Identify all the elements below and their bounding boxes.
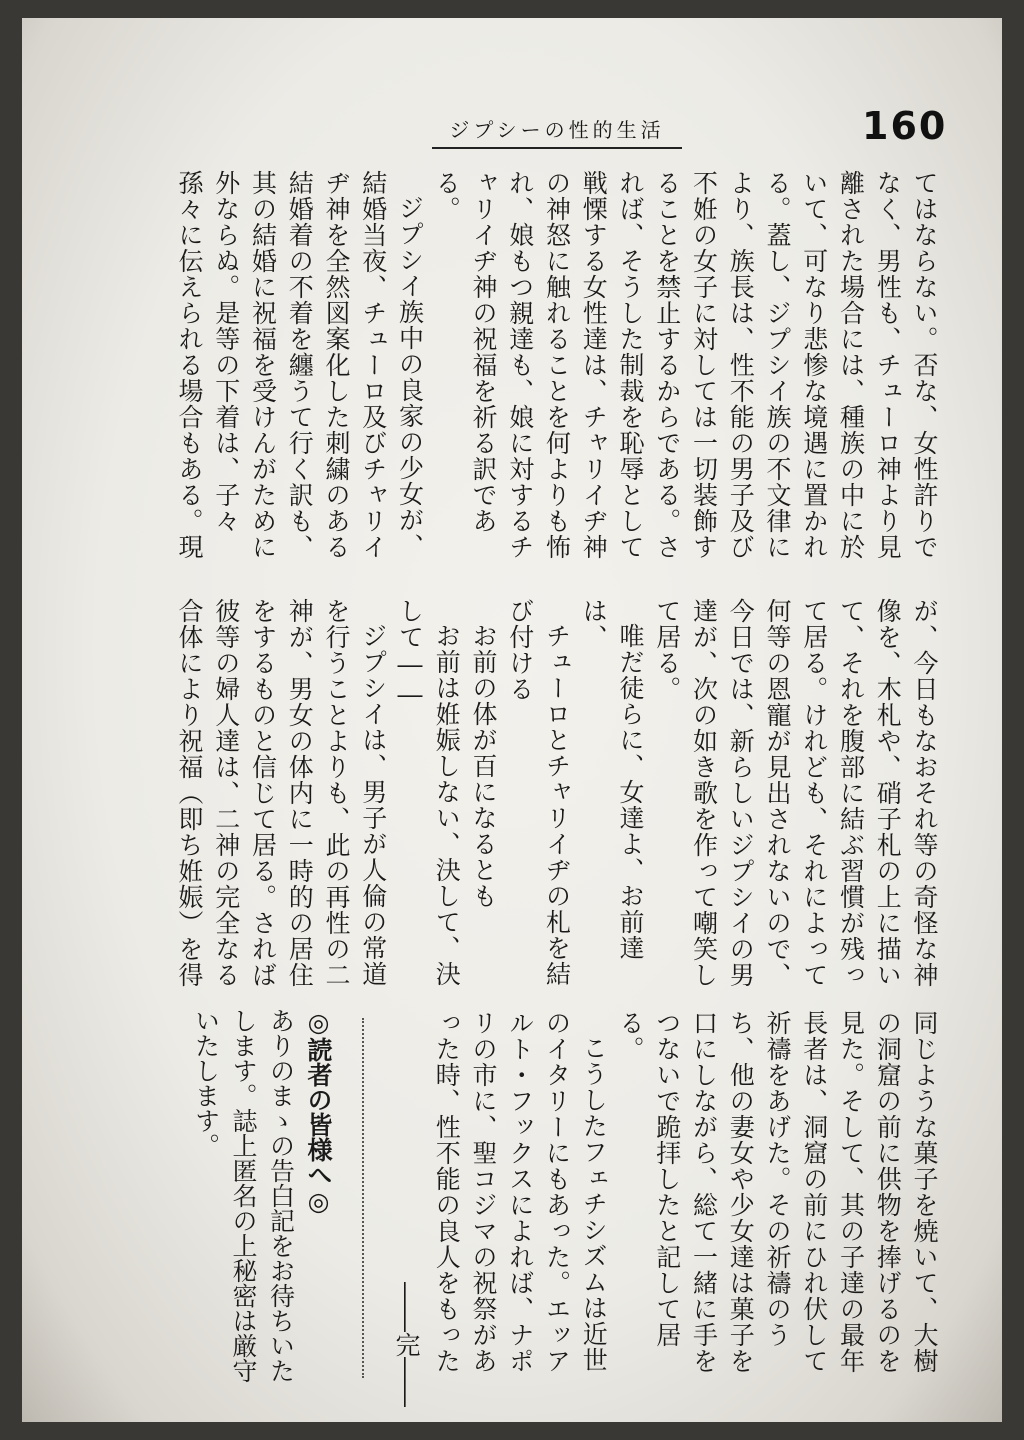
poem-line: 唯だ徒らに、女達よ、お前達は、 xyxy=(579,598,645,961)
notice-title: ◎読者の皆様へ◎ xyxy=(304,1008,333,1216)
paragraph: こうしたフェチシズムは近世のイタリーにもあった。エッアルト・フックスによれば、ナポリの市に、聖コジマの祝祭があった時、性不能の良人をもった xyxy=(432,1010,609,1374)
paragraph: 同じような菓子を焼いて、大樹の洞窟の前に供物を捧げるのを見た。そして、其の子達の最年長者は、洞窟の前にひれ伏して祈禱をあげた。その祈禱のうち、他の妻女や少女達は菓子を口にしながら、総て一緒に手をつないで跪拝したと記して居る。 xyxy=(616,1010,939,1374)
text-block-lower xyxy=(427,1010,942,1390)
paragraph: が、今日もなおそれ等の奇怪な神像を、木札や、硝子札の上に描いて、それを腹部に結ぶ習慣が残って居る。けれども、それによって何等の恩寵が見出されないので、今日では、新らしいジプシイの男達が、次の如き歌を作って嘲笑して居る。 xyxy=(652,598,939,988)
text-block-middle xyxy=(172,598,942,993)
page-number: 160 xyxy=(862,104,948,148)
reader-notice xyxy=(191,1008,337,1388)
end-mark: ――完―― xyxy=(392,1282,421,1407)
notice-body: ありのまゝの告白記をお待ちいたします。誌上匿名の上秘密は厳守いたします。 xyxy=(191,1008,296,1383)
poem-line: チューロとチャリイヂの札を結び付ける xyxy=(505,598,572,987)
poem-line: お前は姙娠しない、決して、決して―― xyxy=(395,598,462,987)
paragraph: てはならない。否な、女性許りでなく、男性も、チューロ神より見離された場合には、種族の中に於いて、可なり悲惨な境遇に置かれる。蓋し、ジプシイ族の不文律により、族長は、性不能の男子及び不姙の女子に対しては一切装飾することを禁止するからである。されば、そうした制裁を恥辱として戦慄する女性達は、チャリイヂ神の神怒に触れることを何よりも怖れ、娘もつ親達も、娘に対するチャリイヂ神の祝福を祈る訳である。 xyxy=(432,170,939,560)
text-block-upper xyxy=(172,170,942,580)
poem-line: お前の体が百になるとも xyxy=(469,623,498,909)
paragraph: ジプシイは、男子が人倫の常道を行うことよりも、此の再性の二神が、男女の体内に一時的の居住をするものと信じて居る。されば彼等の婦人達は、二神の完全なる合体により祝福（即ち姙娠）を得 xyxy=(175,598,388,988)
paragraph: ジプシイ族中の良家の少女が、結婚当夜、チューロ及びチャリイヂ神を全然図案化した刺繍のある結婚着の不着を纏うて行く訳も、其の結婚に祝福を受けんがために外ならぬ。是等の下着は、子々孫々に伝えられる場合もある。現 xyxy=(175,170,425,560)
magazine-page xyxy=(22,18,1002,1422)
dotted-divider xyxy=(362,1018,364,1378)
running-header-title: ジプシーの性的生活 xyxy=(432,114,682,149)
